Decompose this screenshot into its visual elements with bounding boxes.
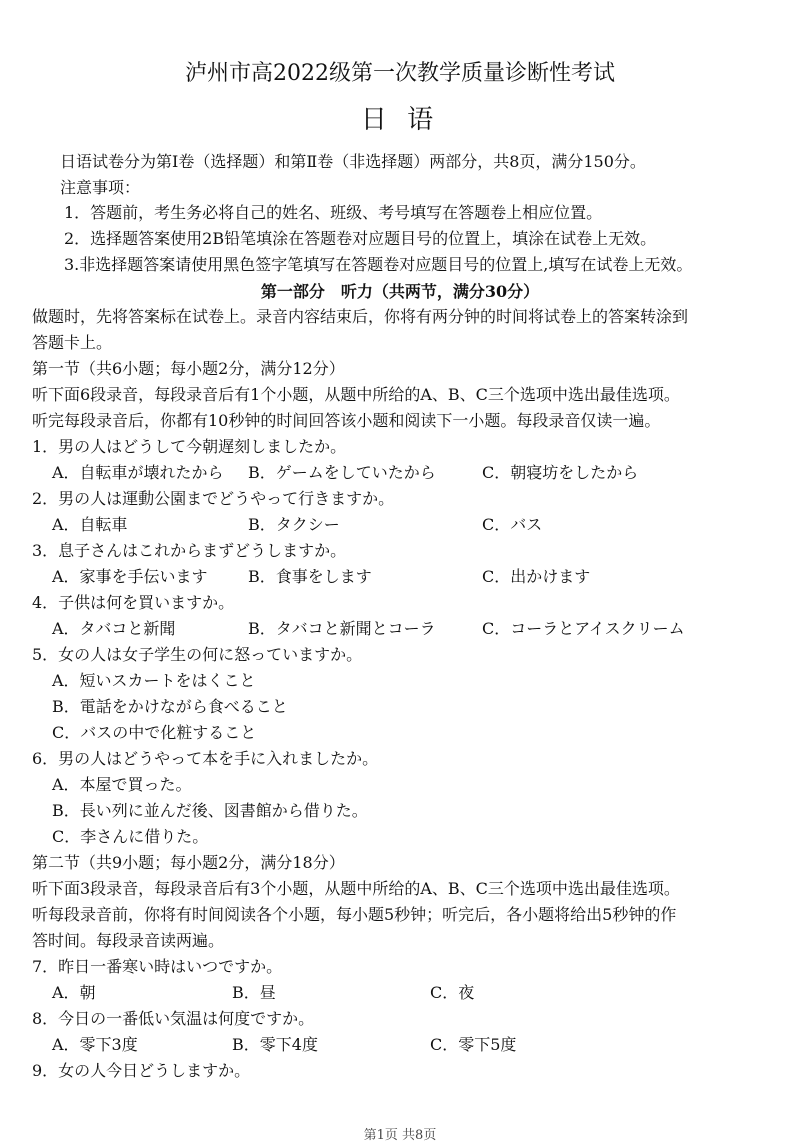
note-item: 1．答题前，考生务必将自己的姓名、班级、考号填写在答题卷上相应位置。	[64, 203, 603, 222]
option-b: B．タクシー	[248, 515, 340, 534]
part1-instruction: 做题时，先将答案标在试卷上。录音内容结束后，你将有两分钟的时间将试卷上的答案转涂到	[32, 307, 689, 326]
part1-instruction: 答题卡上。	[32, 333, 113, 352]
part1-heading: 第一部分 听力（共两节，满分30分）	[260, 282, 540, 301]
option-b: B．ゲームをしていたから	[248, 463, 436, 482]
option-b: B．電話をかけながら食べること	[52, 697, 288, 716]
question-stem: 6．男の人はどうやって本を手に入れましたか。	[32, 749, 379, 768]
question-stem: 4．子供は何を買いますか。	[32, 593, 235, 612]
option-b: B．長い列に並んだ後、図書館から借りた。	[52, 801, 368, 820]
question-stem: 3．息子さんはこれからまずどうしますか。	[32, 541, 347, 560]
option-b: B．タバコと新聞とコーラ	[248, 619, 436, 638]
section1-heading: 第一节（共6小题；每小题2分，满分12分）	[32, 359, 345, 378]
option-a: A．零下3度	[52, 1035, 138, 1054]
option-c: C．コーラとアイスクリーム	[482, 619, 685, 638]
question-stem: 1．男の人はどうして今朝遅刻しましたか。	[32, 437, 347, 456]
option-c: C．バスの中で化粧すること	[52, 723, 257, 742]
question-stem: 9．女の人今日どうしますか。	[32, 1061, 251, 1080]
notice-label: 注意事项：	[60, 178, 141, 197]
note-item: 3.非选择题答案请使用黑色签字笔填写在答题卷对应题目号的位置上,填写在试卷上无效。	[64, 255, 693, 274]
question-stem: 7．昨日一番寒い時はいつですか。	[32, 957, 283, 976]
section2-heading: 第二节（共9小题；每小题2分，满分18分）	[32, 853, 345, 872]
page-number: 第1页 共8页	[363, 1128, 437, 1143]
subject-title: 日 语	[360, 105, 440, 135]
note-item: 2．选择题答案使用2B铅笔填涂在答题卷对应题目号的位置上，填涂在试卷上无效。	[64, 229, 657, 248]
option-c: C．夜	[430, 983, 475, 1002]
section2-instruction: 听每段录音前，你将有时间阅读各个小题，每小题5秒钟；听完后，各小题将给出5秒钟的作	[32, 905, 677, 924]
option-c: C．零下5度	[430, 1035, 517, 1054]
option-a: A．朝	[52, 983, 96, 1002]
section2-instruction: 听下面3段录音，每段录音后有3个小题，从题中所给的A、B、C三个选项中选出最佳选项。	[32, 879, 680, 898]
exam-title: 泸州市高2022级第一次教学质量诊断性考试	[185, 61, 615, 86]
option-c: C．朝寝坊をしたから	[482, 463, 639, 482]
option-a: A．自転車が壊れたから	[52, 463, 224, 482]
option-a: A．自転車	[52, 515, 128, 534]
section1-instruction: 听下面6段录音，每段录音后有1个小题，从题中所给的A、B、C三个选项中选出最佳选项。	[32, 385, 680, 404]
option-b: B．昼	[232, 983, 276, 1002]
question-stem: 8．今日の一番低い気温は何度ですか。	[32, 1009, 315, 1028]
intro-line: 日语试卷分为第Ⅰ卷（选择题）和第Ⅱ卷（非选择题）两部分，共8页，满分150分。	[60, 152, 646, 171]
question-stem: 5．女の人は女子学生の何に怒っていますか。	[32, 645, 363, 664]
section1-instruction: 听完每段录音后，你都有10秒钟的时间回答该小题和阅读下一小题。每段录音仅读一遍。	[32, 411, 661, 430]
option-a: A．本屋で買った。	[52, 775, 192, 794]
option-c: C．李さんに借りた。	[52, 827, 209, 846]
option-c: C．バス	[482, 515, 543, 534]
option-b: B．食事をします	[248, 567, 372, 586]
option-b: B．零下4度	[232, 1035, 318, 1054]
option-a: A．短いスカートをはくこと	[52, 671, 256, 690]
section2-instruction: 答时间。每段录音读两遍。	[32, 931, 225, 950]
question-stem: 2．男の人は運動公園までどうやって行きますか。	[32, 489, 395, 508]
option-a: A．タバコと新聞	[52, 619, 176, 638]
option-c: C．出かけます	[482, 567, 591, 586]
option-a: A．家事を手伝います	[52, 567, 208, 586]
